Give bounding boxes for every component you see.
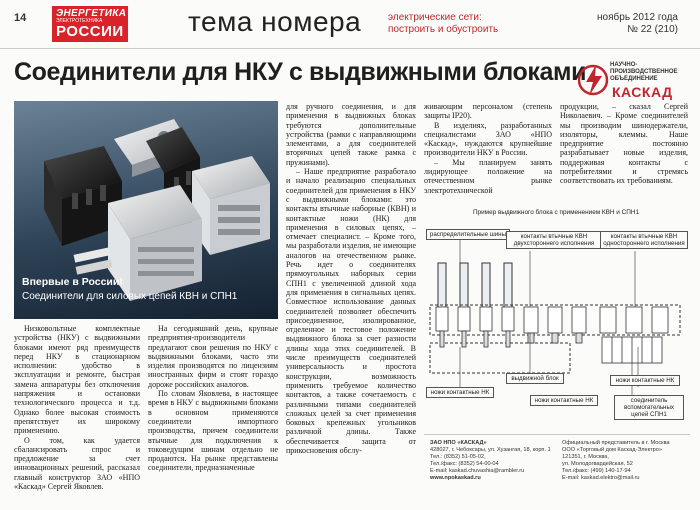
article-column-2: [148, 324, 278, 473]
white-connector-right: [192, 156, 270, 255]
logo-title-line2: ЭЛЕКТРОТЕХНИКА: [56, 18, 103, 24]
rep-company: ООО «Торговый дом Каскад-Электро»: [562, 447, 662, 453]
lightning-icon: [578, 62, 610, 98]
kvn-contacts: [436, 307, 668, 333]
issue-info: [597, 12, 678, 36]
company-address: [430, 440, 556, 482]
paragraph: На сегодняшний день, крупные предприятия-производители предлагают свои решения по НКУ с выдвижными блоками, часто эти изделия производятся по лицензиям иностранных фирм и стоят гораздо дороже российских аналогов.: [148, 324, 278, 389]
rep-address1: 121351, г. Москва,: [562, 454, 609, 460]
paragraph: – Мы планируем занять лидирующее положение на отечественном рынке электротехнической: [424, 157, 552, 195]
label-connector: [614, 395, 684, 420]
article-headline: Соединители для НКУ с выдвижными блоками: [14, 58, 587, 86]
label-kvn-double: контакты втычные КВН двухстороннего исполнения: [506, 231, 602, 249]
footer-divider: [424, 434, 690, 435]
label-busbars: распределительные шины: [426, 229, 510, 240]
label-knife-left: ножи контактные НК: [426, 387, 494, 398]
article-column-4: [424, 102, 552, 195]
company-website[interactable]: www.npokaskad.ru: [430, 475, 481, 481]
copper-pins: [74, 247, 113, 274]
company-name: ЗАО НПО «КАСКАД»: [430, 440, 487, 446]
label-connector-line1: соединитель: [630, 397, 668, 404]
spn1-connector: [602, 337, 662, 363]
issue-number: № 22 (210): [627, 24, 678, 35]
subsection-title: [388, 12, 498, 36]
paragraph: живающим персоналом (степень защиты IP20).: [424, 102, 552, 121]
paragraph: для ручного соединения, и для применения в выдвижных блоках требуются дополнительные устройства (рамки с направляющими элементами, а для соединителей вторичных цепей также рамка с пружинами).: [286, 102, 416, 167]
magazine-logo[interactable]: [52, 6, 128, 42]
label-drawer: выдвижной блок: [506, 373, 564, 384]
section-title: тема номера: [188, 6, 362, 37]
representative-address: [562, 440, 690, 482]
photo-caption-title: Впервые в России!: [22, 276, 123, 288]
subsection-line1: электрические сети:: [388, 12, 482, 23]
rep-email[interactable]: E-mail: kaskad.elektro@mail.ru: [562, 475, 640, 481]
article-column-3: [286, 102, 416, 455]
logo-title-line3: РОССИИ: [56, 23, 124, 40]
issue-date: ноябрь 2012 года: [597, 12, 678, 23]
subsection-line2: построить и обустроить: [388, 24, 499, 35]
company-phone: Тел.: (8352) 51-05-02,: [430, 454, 486, 460]
drawer-block-diagram: [420, 209, 690, 431]
label-knife-right: ножи контактные НК: [610, 375, 680, 386]
article-column-5: [560, 102, 688, 186]
paragraph: О том, как удается сбалансировать спрос и предложение за счет инновационных решений, рассказал главный конструктор ЗАО «НПО «Каскад» Сергей Яковлев.: [14, 435, 140, 492]
company-fax: Тел./факс: (8352) 54-00-04: [430, 461, 499, 467]
paragraph: – Наше предприятие разработало и начало реализацию специальных соединителей для применения в НКУ с выдвижными блоками: это контакты втычные наборные (КВН) и контактные ножи (НК) для применения в силовых цепях, – отмечает специалист. – Кроме того, мы разработали изделия, не имеющие аналогов на отечественном рынке. Речь идет о соединителях прямоугольных наборных серии СПН1 с увеличенной длиной хода для применения в сигнальных цепях. Совместное использование данных соединителей позволяет обеспечить присоединенное, изолированное, отделенное и тестовое положение выдвижного блока за счет разности длины хода этих соединителей. В числе преимуществ соединителей универсальность и простота конструкции, возможность применить требуемое количество контактов, а также сочетаемость с различными типами соединителей сложных целей за счет применения боковых крепежных угольников различной длины. Также обеспечивается защита от прикосновения обслу-: [286, 167, 416, 455]
logo-title-line1: ЭНЕРГЕТИКА: [56, 8, 127, 19]
label-knife-bottom: ножи контактные НК: [530, 395, 598, 406]
photo-caption-text: Соединители для силовых цепей КВН и СПН1: [22, 291, 238, 302]
brand-tagline: НАУЧНО-ПРОИЗВОДСТВЕННОЕ ОБЪЕДИНЕНИЕ: [610, 62, 678, 82]
label-kvn-single: контакты втычные КВН одностороннего исполнения: [600, 231, 688, 249]
rep-address2: ул. Молодогвардейская, 52: [562, 461, 633, 467]
company-address-line: 428027, г. Чебоксары, ул. Хузангая, 18, корп. 1: [430, 447, 551, 453]
label-connector-line2: вспомогательных: [623, 404, 674, 411]
company-email[interactable]: E-mail: kaskad.chuvashia@rambler.ru: [430, 468, 525, 474]
diagram-title: Пример выдвижного блока с применением КВН и СПН1: [472, 209, 640, 216]
paragraph: По словам Яковлева, в настоящее время в НКУ с выдвижными блоками в основном применяются соединители импортного производства, причем соединители втычные для подключения к токоведущим шинам отдельно не продаются. На рынке представлены соединители, предназначенные: [148, 389, 278, 473]
brand-name: КАСКАД: [612, 84, 673, 100]
paragraph: продукции, – сказал Сергей Николаевич. – Кроме соединителей мы производим шинодержатели, изоляторы, клеммы. Наше предприятие постоянно разрабатывает новые изделия, поддерживая контакты с потребителями и стремясь соответствовать их требованиям.: [560, 102, 688, 186]
paragraph: В изделиях, разработанных специалистами ЗАО «НПО «Каскад», нуждаются крупнейшие производители НКУ в России.: [424, 120, 552, 158]
article-column-1: [14, 324, 140, 491]
label-connector-line3: цепей СПН1: [631, 411, 667, 418]
rep-title: Официальный представитель в г. Москва: [562, 440, 670, 446]
rep-phone: Тел./факс: (499) 140-17-94: [562, 468, 631, 474]
page-number: 14: [14, 12, 27, 24]
paragraph: Низковольтные комплектные устройства (НКУ) с выдвижными блоками имеют ряд преимуществ перед НКУ в стационарном исполнении: удобство в эксплуатации и ремонте, быстрая замена аппаратуры без отключения напряжения и остановки технологического процесса и т.д. Однако более высокая стоимость препятствует их широкому применению.: [14, 324, 140, 436]
kaskad-logo[interactable]: [578, 60, 688, 100]
drawer-outline-lower: [430, 343, 570, 373]
page-header: [0, 0, 700, 49]
